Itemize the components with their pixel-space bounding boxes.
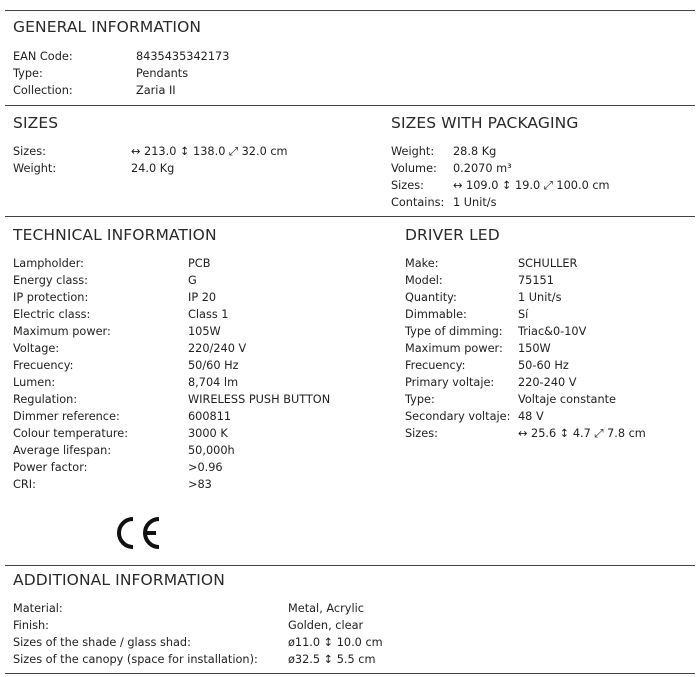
additional-label: Sizes of the shade / glass shad: (13, 636, 191, 649)
general-label: EAN Code: (13, 50, 73, 63)
general-value: 8435435342173 (136, 50, 230, 63)
driver-label: Type: (405, 393, 435, 406)
technical-value: >83 (188, 478, 212, 491)
driver-label: Dimmable: (405, 308, 467, 321)
technical-value: 50/60 Hz (188, 359, 239, 372)
technical-value: IP 20 (188, 291, 217, 304)
technical-label: Lumen: (13, 376, 56, 389)
packaging-value: 0.2070 m³ (453, 162, 512, 175)
sizes-value: ↔ 213.0 ↕ 138.0 ⤢ 32.0 cm (131, 145, 288, 158)
driver-label: Make: (405, 257, 439, 270)
technical-label: Maximum power: (13, 325, 111, 338)
technical-value: 8,704 lm (188, 376, 239, 389)
driver-value: 1 Unit/s (518, 291, 562, 304)
driver-label: Model: (405, 274, 443, 287)
packaging-label: Weight: (391, 145, 435, 158)
driver-value: 50-60 Hz (518, 359, 569, 372)
general-value: Pendants (136, 67, 189, 80)
driver-value: 150W (518, 342, 551, 355)
driver-value: 75151 (518, 274, 554, 287)
driver-value: Triac&0-10V (518, 325, 587, 338)
additional-label: Material: (13, 602, 63, 615)
driver-label: Type of dimming: (405, 325, 503, 338)
technical-label: Colour temperature: (13, 427, 129, 440)
driver-value: Sí (518, 308, 529, 321)
divider-bottom (5, 673, 695, 674)
driver-label: Sizes: (405, 427, 438, 440)
technical-label: Power factor: (13, 461, 88, 474)
divider-after-sizes (5, 216, 695, 217)
packaging-label: Contains: (391, 196, 445, 209)
general-label: Collection: (13, 84, 73, 97)
additional-value: Golden, clear (288, 619, 364, 632)
divider-top (5, 10, 695, 11)
sizes-label: Sizes: (13, 145, 46, 158)
sizes-value: 24.0 Kg (131, 162, 175, 175)
divider-after-general (5, 105, 695, 106)
driver-label: Secondary voltaje: (405, 410, 511, 423)
technical-information-title: TECHNICAL INFORMATION (13, 226, 217, 244)
technical-label: IP protection: (13, 291, 89, 304)
divider-after-technical (5, 565, 695, 566)
additional-label: Sizes of the canopy (space for installation): (13, 653, 258, 666)
technical-value: WIRELESS PUSH BUTTON (188, 393, 331, 406)
packaging-title: SIZES WITH PACKAGING (391, 114, 579, 132)
driver-value: ↔ 25.6 ↕ 4.7 ⤢ 7.8 cm (518, 427, 646, 440)
technical-value: 50,000h (188, 444, 235, 457)
general-value: Zaria II (136, 84, 176, 97)
additional-value: ø11.0 ↕ 10.0 cm (288, 636, 383, 649)
technical-value: G (188, 274, 197, 287)
driver-label: Maximum power: (405, 342, 503, 355)
technical-label: CRI: (13, 478, 36, 491)
driver-label: Primary voltaje: (405, 376, 495, 389)
packaging-value: ↔ 109.0 ↕ 19.0 ⤢ 100.0 cm (453, 179, 610, 192)
technical-value: >0.96 (188, 461, 223, 474)
additional-value: ø32.5 ↕ 5.5 cm (288, 653, 376, 666)
technical-value: PCB (188, 257, 211, 270)
technical-label: Average lifespan: (13, 444, 112, 457)
technical-label: Voltage: (13, 342, 60, 355)
driver-label: Quantity: (405, 291, 457, 304)
technical-value: Class 1 (188, 308, 229, 321)
additional-label: Finish: (13, 619, 49, 632)
packaging-label: Sizes: (391, 179, 424, 192)
additional-information-title: ADDITIONAL INFORMATION (13, 571, 225, 589)
technical-label: Regulation: (13, 393, 78, 406)
general-label: Type: (13, 67, 43, 80)
technical-value: 220/240 V (188, 342, 247, 355)
additional-value: Metal, Acrylic (288, 602, 364, 615)
ce-mark-icon (114, 515, 162, 551)
packaging-label: Volume: (391, 162, 437, 175)
technical-value: 600811 (188, 410, 232, 423)
technical-label: Lampholder: (13, 257, 84, 270)
technical-label: Dimmer reference: (13, 410, 120, 423)
technical-value: 3000 K (188, 427, 228, 440)
technical-label: Energy class: (13, 274, 88, 287)
technical-label: Frecuency: (13, 359, 74, 372)
driver-led-title: DRIVER LED (405, 226, 500, 244)
sizes-label: Weight: (13, 162, 57, 175)
technical-value: 105W (188, 325, 221, 338)
packaging-value: 1 Unit/s (453, 196, 497, 209)
driver-value: 48 V (518, 410, 544, 423)
technical-label: Electric class: (13, 308, 91, 321)
sizes-title: SIZES (13, 114, 59, 132)
driver-value: 220-240 V (518, 376, 577, 389)
driver-label: Frecuency: (405, 359, 466, 372)
general-information-title: GENERAL INFORMATION (13, 18, 202, 36)
packaging-value: 28.8 Kg (453, 145, 497, 158)
driver-value: SCHULLER (518, 257, 578, 270)
driver-value: Voltaje constante (518, 393, 616, 406)
